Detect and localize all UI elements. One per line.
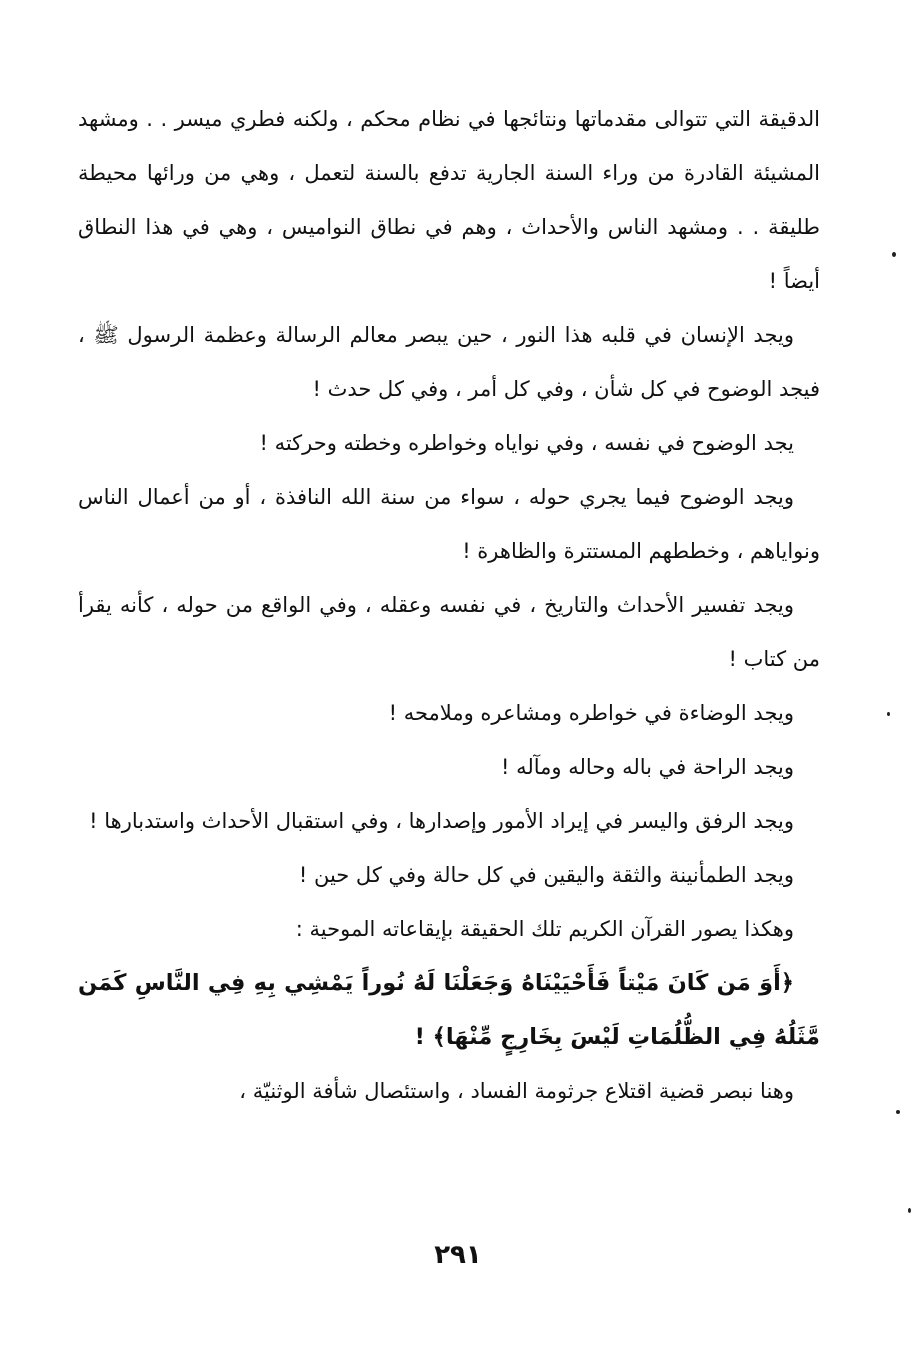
scan-speck [896,1110,900,1114]
paragraph-7: ويجد الراحة في باله وحاله ومآله ! [501,755,794,779]
paragraph-6: ويجد الوضاءة في خواطره ومشاعره وملامحه ! [388,701,794,725]
paragraph-12: وهنا نبصر قضية اقتلاع جرثومة الفساد ، واستئصال شأفة الوثنيّة ، [239,1079,794,1103]
paragraph-9: ويجد الطمأنينة والثقة واليقين في كل حالة وفي كل حين ! [298,863,794,887]
paragraph-3: يجد الوضوح في نفسه ، وفي نواياه وخواطره وخطته وحركته ! [259,431,794,455]
quran-verse: ﴿أَوَ مَن كَانَ مَيْتاً فَأَحْيَيْنَاهُ وَجَعَلْنَا لَهُ نُوراً يَمْشِي بِهِ فِي النَّاسِ كَمَن مَّثَلُهُ فِي الظُّلُمَاتِ لَيْسَ بِخَارِجٍ مِّنْهَا﴾ ! [78,970,820,1050]
scan-speck [892,252,896,257]
paragraph-4: ويجد الوضوح فيما يجري حوله ، سواء من سنة الله النافذة ، أو من أعمال الناس ونواياهم ، وخططهم المستترة والظاهرة ! [78,485,820,563]
paragraph-1: الدقيقة التي تتوالى مقدماتها ونتائجها في نظام محكم ، ولكنه فطري ميسر . . ومشهد المشيئة القادرة من وراء السنة الجارية تدفع بالسنة لتعمل ، وهي من ورائها محيطة طليقة . . ومشهد الناس والأحداث ، وهم في نطاق النواميس ، وهي في هذا النطاق أيضاً ! [78,107,820,293]
page-number: ٢٩١ [434,1240,482,1270]
paragraph-5: ويجد تفسير الأحداث والتاريخ ، في نفسه وعقله ، وفي الواقع من حوله ، كأنه يقرأ من كتاب ! [78,593,820,671]
body-text [78,92,820,1118]
paragraph-2: ويجد الإنسان في قلبه هذا النور ، حين يبصر معالم الرسالة وعظمة الرسول ﷺ ، فيجد الوضوح في كل شأن ، وفي كل أمر ، وفي كل حدث ! [78,323,820,401]
scan-speck [908,1208,911,1213]
paragraph-10: وهكذا يصور القرآن الكريم تلك الحقيقة بإيقاعاته الموحية : [295,917,794,941]
paragraph-8: ويجد الرفق واليسر في إيراد الأمور وإصدارها ، وفي استقبال الأحداث واستدبارها ! [89,809,794,833]
scan-speck [887,712,890,716]
